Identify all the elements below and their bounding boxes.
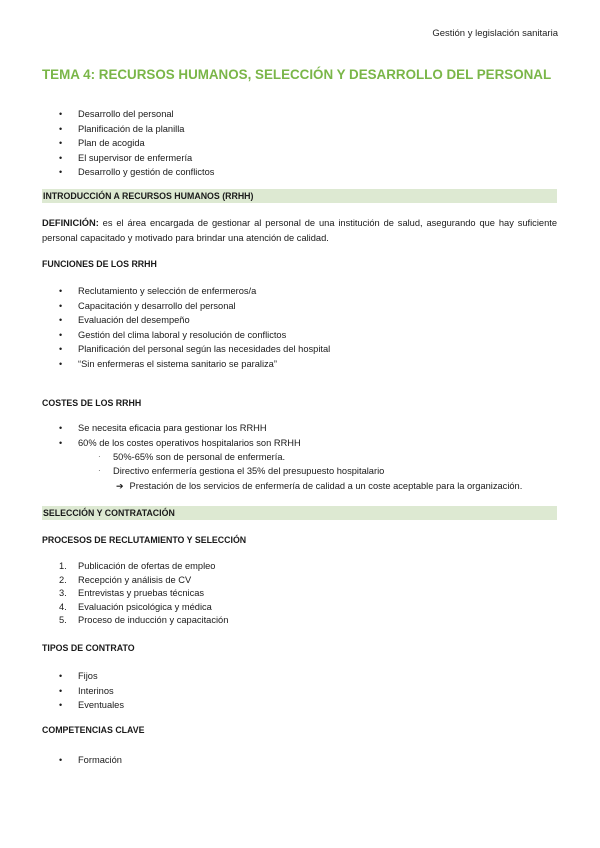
- list-item: • Capacitación y desarrollo del personal: [59, 299, 330, 314]
- arrow-right-icon: ➔: [116, 481, 124, 491]
- list-item: • Planificación de la planilla: [59, 122, 214, 137]
- processes-list: [59, 560, 228, 628]
- definition-text: es el área encargada de gestionar al personal de una institución de salud, asegurando que hay suficiente personal capacitado y motivado para brindar una atención de calidad.: [42, 218, 557, 243]
- list-item: • “Sin enfermeras el sistema sanitario se paraliza”: [59, 357, 330, 372]
- contracts-heading: TIPOS DE CONTRATO: [42, 643, 135, 653]
- section-heading-selection: [42, 506, 557, 520]
- list-item: • Gestión del clima laboral y resolución de conflictos: [59, 328, 330, 343]
- section-heading-intro: [42, 189, 557, 203]
- costs-conclusion: [116, 479, 522, 493]
- functions-list: [59, 284, 330, 371]
- list-item: 2. Recepción y análisis de CV: [59, 574, 192, 585]
- processes-heading: PROCESOS DE RECLUTAMIENTO Y SELECCIÓN: [42, 535, 247, 545]
- list-item: 3. Entrevistas y pruebas técnicas: [59, 588, 205, 599]
- conclusion-text: Prestación de los servicios de enfermería de calidad a un coste aceptable para la organización.: [129, 481, 523, 491]
- definition-paragraph: [42, 216, 557, 246]
- intro-list: [59, 107, 214, 180]
- page-title: TEMA 4: RECURSOS HUMANOS, SELECCIÓN Y DESARROLLO DEL PERSONAL: [42, 67, 552, 82]
- list-item: • Desarrollo y gestión de conflictos: [59, 165, 214, 180]
- list-item: • Eventuales: [59, 698, 124, 713]
- competencies-list: [59, 753, 122, 768]
- list-item: • Interinos: [59, 684, 124, 699]
- list-item: · Directivo enfermería gestiona el 35% del presupuesto hospitalario: [98, 464, 384, 478]
- list-item: • Se necesita eficacia para gestionar los RRHH: [59, 421, 301, 436]
- list-item: • Fijos: [59, 669, 124, 684]
- list-item: • Planificación del personal según las necesidades del hospital: [59, 342, 330, 357]
- list-item: 5. Proceso de inducción y capacitación: [59, 615, 229, 626]
- functions-heading: FUNCIONES DE LOS RRHH: [42, 259, 157, 269]
- list-item: • 60% de los costes operativos hospitalarios son RRHH: [59, 436, 301, 451]
- list-item: • Formación: [59, 753, 122, 768]
- section-heading-label: INTRODUCCIÓN A RECURSOS HUMANOS (RRHH): [43, 191, 254, 201]
- list-item: • Evaluación del desempeño: [59, 313, 330, 328]
- list-item: · 50%-65% son de personal de enfermería.: [98, 450, 384, 464]
- definition-term: DEFINICIÓN:: [42, 218, 99, 228]
- list-item: • Desarrollo del personal: [59, 107, 214, 122]
- section-heading-label: SELECCIÓN Y CONTRATACIÓN: [43, 508, 175, 518]
- list-item: 4. Evaluación psicológica y médica: [59, 601, 212, 612]
- contracts-list: [59, 669, 124, 713]
- costs-sublist: [98, 450, 384, 478]
- list-item: 1. Publicación de ofertas de empleo: [59, 561, 216, 571]
- costs-heading: COSTES DE LOS RRHH: [42, 398, 142, 408]
- list-item: • Plan de acogida: [59, 136, 214, 151]
- list-item: • Reclutamiento y selección de enfermeros/a: [59, 284, 330, 299]
- costs-list: [59, 421, 301, 450]
- competencies-heading: COMPETENCIAS CLAVE: [42, 725, 145, 735]
- page-header: Gestión y legislación sanitaria: [432, 28, 558, 39]
- list-item: • El supervisor de enfermería: [59, 151, 214, 166]
